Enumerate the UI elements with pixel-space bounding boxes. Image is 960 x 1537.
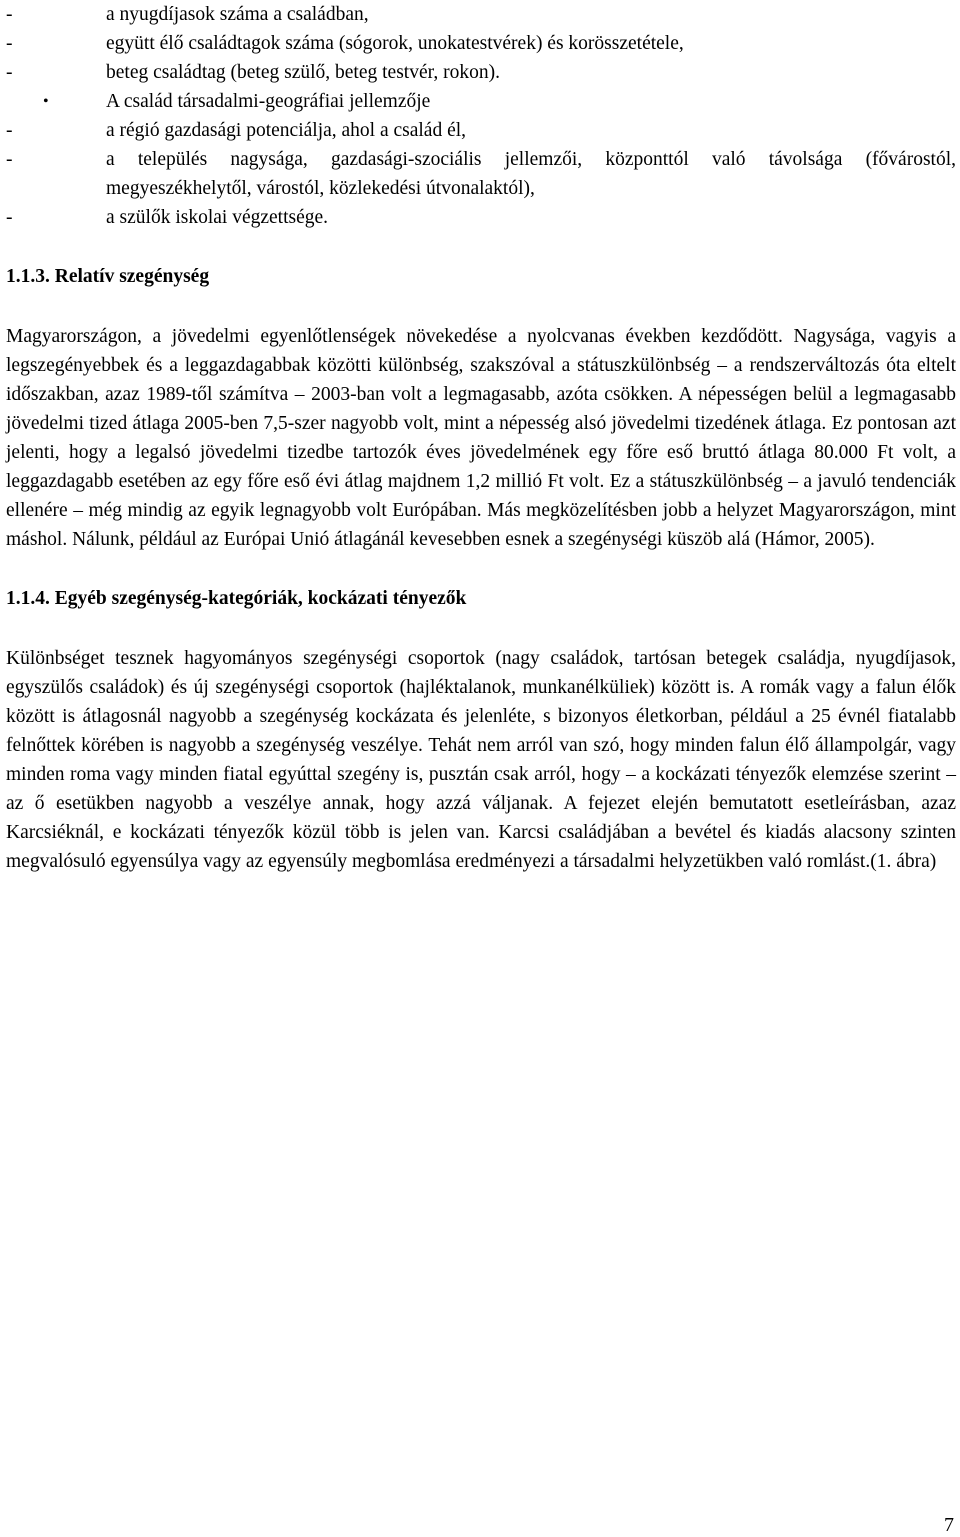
- list-item-text: a település nagysága, gazdasági-szociális jellemzői, központtól való távolsága (fővárostól, megyeszékhelytől, várostól, közlekedési útvonalaktól),: [106, 149, 956, 199]
- list-item-text: együtt élő családtagok száma (sógorok, unokatestvérek) és korösszetétele,: [106, 33, 684, 54]
- dash-marker: -: [6, 4, 13, 25]
- list-item: [6, 203, 956, 232]
- criteria-list: [6, 0, 956, 232]
- section-paragraph-relative-poverty: Magyarországon, a jövedelmi egyenlőtlenségek növekedése a nyolcvanas években kezdődött. Nagysága, vagyis a legszegényebbek és a leggazdagabbak közötti különbség, szakszóval a státuszkülönbség – a rendszerváltozás óta eltelt időszakban, azaz 1989-től számítva – 2003-ban volt a legmagasabb, azóta csökken. A népességen belül a legmagasabb jövedelmi tized átlaga 2005-ben 7,5-szer nagyobb volt, mint a népesség alsó jövedelmi tizedének átlaga. Ez pontosan azt jelenti, hogy a legalsó jövedelmi tizedbe tartozók éves jövedelmének egy főre eső bruttó átlaga 80.000 Ft volt, a leggazdagabb esetében az egy főre eső évi átlag majdnem 1,2 millió Ft volt. Ez a státuszkülönbség – a javuló tendenciák ellenére – még mindig az egyik legnagyobb volt Európában. Más megközelítésben jobb a helyzet Magyarországon, mint máshol. Nálunk, például az Európai Unió átlagánál kevesebben esnek a szegénységi küszöb alá (Hámor, 2005).: [6, 326, 956, 550]
- list-item: [6, 29, 956, 58]
- list-item-text: A család társadalmi-geográfiai jellemzője: [106, 91, 431, 112]
- list-item: [6, 87, 956, 116]
- list-item-text: beteg családtag (beteg szülő, beteg testvér, rokon).: [106, 62, 500, 83]
- dash-marker: -: [6, 120, 13, 141]
- section-heading-other-categories: 1.1.4. Egyéb szegénység-kategóriák, kockázati tényezők: [6, 588, 467, 609]
- dash-marker: -: [6, 62, 13, 83]
- dash-marker: -: [6, 33, 13, 54]
- document-page: [6, 0, 956, 876]
- list-item-text: a szülők iskolai végzettsége.: [106, 207, 329, 228]
- page-number: 7: [944, 1514, 954, 1536]
- section-heading-relative-poverty: 1.1.3. Relatív szegénység: [6, 266, 210, 287]
- list-item-text: a régió gazdasági potenciálja, ahol a család él,: [106, 120, 467, 141]
- list-item: [6, 145, 956, 203]
- list-item: [6, 116, 956, 145]
- list-item: [6, 58, 956, 87]
- dash-marker: -: [6, 207, 13, 228]
- list-item: [6, 0, 956, 29]
- dash-marker: -: [6, 149, 13, 170]
- bullet-icon: •: [43, 93, 49, 110]
- section-paragraph-other-categories: Különbséget tesznek hagyományos szegénységi csoportok (nagy családok, tartósan betegek családja, nyugdíjasok, egyszülős családok) és új szegénységi csoportok (hajléktalanok, munkanélküliek) között is. A romák vagy a falun élők között is átlagosnál nagyobb a szegénység kockázata és jelenléte, s bizonyos életkorban, például a 25 évnél fiatalabb felnőttek körében is nagyobb a szegénység veszélye. Tehát nem arról van szó, hogy minden falun élő állampolgár, vagy minden roma vagy minden fiatal egyúttal szegény is, pusztán csak arról, hogy – a kockázati tényezők elemzése szerint – az ő esetükben nagyobb a veszélye annak, hogy azzá váljanak. A fejezet elején bemutatott esetleírásban, azaz Karcsiéknál, e kockázati tényezők közül több is jelen van. Karcsi családjában a bevétel és kiadás alacsony szinten megvalósuló egyensúlya vagy az egyensúly megbomlása eredményezi a társadalmi helyzetükben való romlást.(1. ábra): [6, 648, 956, 872]
- list-item-text: a nyugdíjasok száma a családban,: [106, 4, 369, 25]
